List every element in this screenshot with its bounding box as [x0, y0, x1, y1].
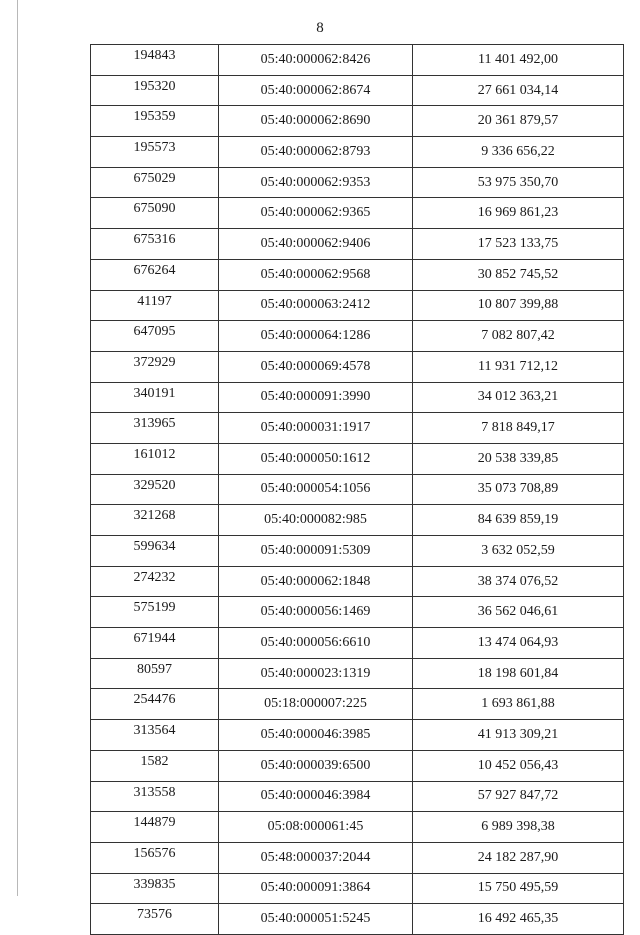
row-id-cell: 274232: [91, 566, 219, 597]
cadastral-number-cell: 05:40:000062:1848: [219, 566, 413, 597]
cadastral-number-cell: 05:40:000046:3985: [219, 720, 413, 751]
row-id-cell: 676264: [91, 259, 219, 290]
row-id-cell: 313564: [91, 720, 219, 751]
cadastral-value-cell: 27 661 034,14: [413, 75, 624, 106]
cadastral-number-cell: 05:18:000007:225: [219, 689, 413, 720]
cadastral-value-cell: 20 538 339,85: [413, 443, 624, 474]
cadastral-number-cell: 05:40:000091:3864: [219, 873, 413, 904]
page-number: 8: [316, 20, 324, 36]
cadastral-number-cell: 05:40:000082:985: [219, 505, 413, 536]
table-row: [91, 259, 624, 290]
table-row: [91, 290, 624, 321]
row-id-cell: 80597: [91, 658, 219, 689]
cadastral-value-cell: 7 818 849,17: [413, 413, 624, 444]
row-id-cell: 161012: [91, 443, 219, 474]
cadastral-number-cell: 05:08:000061:45: [219, 812, 413, 843]
cadastral-number-cell: 05:40:000050:1612: [219, 443, 413, 474]
table-row: [91, 45, 624, 76]
table-row: [91, 413, 624, 444]
row-id-cell: 195320: [91, 75, 219, 106]
cadastral-value-cell: 35 073 708,89: [413, 474, 624, 505]
cadastral-value-cell: 16 969 861,23: [413, 198, 624, 229]
row-id-cell: 313965: [91, 413, 219, 444]
cadastral-value-cell: 30 852 745,52: [413, 259, 624, 290]
cadastral-number-cell: 05:40:000062:8426: [219, 45, 413, 76]
cadastral-number-cell: 05:40:000031:1917: [219, 413, 413, 444]
table-row: [91, 628, 624, 659]
cadastral-value-cell: 10 807 399,88: [413, 290, 624, 321]
row-id-cell: 329520: [91, 474, 219, 505]
cadastral-value-cell: 15 750 495,59: [413, 873, 624, 904]
cadastral-value-cell: 7 082 807,42: [413, 321, 624, 352]
cadastral-value-cell: 24 182 287,90: [413, 842, 624, 873]
row-id-cell: 144879: [91, 812, 219, 843]
table-row: [91, 566, 624, 597]
row-id-cell: 675029: [91, 167, 219, 198]
cadastral-value-cell: 13 474 064,93: [413, 628, 624, 659]
cadastral-number-cell: 05:40:000056:1469: [219, 597, 413, 628]
table-row: [91, 842, 624, 873]
cadastral-number-cell: 05:40:000046:3984: [219, 781, 413, 812]
cadastral-number-cell: 05:40:000091:5309: [219, 536, 413, 567]
table-row: [91, 689, 624, 720]
row-id-cell: 340191: [91, 382, 219, 413]
cadastral-value-cell: 1 693 861,88: [413, 689, 624, 720]
table-row: [91, 781, 624, 812]
row-id-cell: 372929: [91, 351, 219, 382]
cadastral-number-cell: 05:48:000037:2044: [219, 842, 413, 873]
table-row: [91, 873, 624, 904]
cadastral-number-cell: 05:40:000064:1286: [219, 321, 413, 352]
table-row: [91, 321, 624, 352]
cadastral-number-cell: 05:40:000062:8690: [219, 106, 413, 137]
page-edge-rule: [17, 0, 18, 896]
table-row: [91, 536, 624, 567]
cadastral-number-cell: 05:40:000062:9406: [219, 229, 413, 260]
cadastral-number-cell: 05:40:000039:6500: [219, 750, 413, 781]
cadastral-value-cell: 11 401 492,00: [413, 45, 624, 76]
row-id-cell: 339835: [91, 873, 219, 904]
table-row: [91, 658, 624, 689]
table-row: [91, 229, 624, 260]
cadastral-value-cell: 9 336 656,22: [413, 137, 624, 168]
table-row: [91, 750, 624, 781]
row-id-cell: 195359: [91, 106, 219, 137]
cadastral-value-cell: 17 523 133,75: [413, 229, 624, 260]
table-row: [91, 198, 624, 229]
cadastral-number-cell: 05:40:000062:9568: [219, 259, 413, 290]
row-id-cell: 73576: [91, 904, 219, 935]
table-row: [91, 443, 624, 474]
cadastral-value-cell: 84 639 859,19: [413, 505, 624, 536]
row-id-cell: 313558: [91, 781, 219, 812]
cadastral-value-cell: 18 198 601,84: [413, 658, 624, 689]
cadastral-number-cell: 05:40:000023:1319: [219, 658, 413, 689]
table-row: [91, 904, 624, 935]
table-row: [91, 75, 624, 106]
table-row: [91, 351, 624, 382]
cadastral-value-table: [90, 44, 624, 935]
table-row: [91, 106, 624, 137]
cadastral-value-cell: 36 562 046,61: [413, 597, 624, 628]
table-row: [91, 137, 624, 168]
cadastral-number-cell: 05:40:000054:1056: [219, 474, 413, 505]
cadastral-value-cell: 38 374 076,52: [413, 566, 624, 597]
row-id-cell: 156576: [91, 842, 219, 873]
cadastral-number-cell: 05:40:000069:4578: [219, 351, 413, 382]
cadastral-number-cell: 05:40:000062:8674: [219, 75, 413, 106]
table-row: [91, 812, 624, 843]
row-id-cell: 647095: [91, 321, 219, 352]
cadastral-number-cell: 05:40:000062:9353: [219, 167, 413, 198]
cadastral-value-cell: 3 632 052,59: [413, 536, 624, 567]
table-row: [91, 505, 624, 536]
table-row: [91, 167, 624, 198]
table-body: [91, 45, 624, 935]
table-row: [91, 597, 624, 628]
cadastral-number-cell: 05:40:000056:6610: [219, 628, 413, 659]
cadastral-value-cell: 34 012 363,21: [413, 382, 624, 413]
cadastral-number-cell: 05:40:000062:9365: [219, 198, 413, 229]
table-row: [91, 720, 624, 751]
cadastral-number-cell: 05:40:000091:3990: [219, 382, 413, 413]
row-id-cell: 675090: [91, 198, 219, 229]
row-id-cell: 321268: [91, 505, 219, 536]
row-id-cell: 254476: [91, 689, 219, 720]
row-id-cell: 41197: [91, 290, 219, 321]
cadastral-number-cell: 05:40:000051:5245: [219, 904, 413, 935]
row-id-cell: 1582: [91, 750, 219, 781]
cadastral-number-cell: 05:40:000062:8793: [219, 137, 413, 168]
row-id-cell: 195573: [91, 137, 219, 168]
cadastral-number-cell: 05:40:000063:2412: [219, 290, 413, 321]
cadastral-value-cell: 10 452 056,43: [413, 750, 624, 781]
table-row: [91, 474, 624, 505]
cadastral-value-cell: 53 975 350,70: [413, 167, 624, 198]
table-row: [91, 382, 624, 413]
row-id-cell: 599634: [91, 536, 219, 567]
row-id-cell: 575199: [91, 597, 219, 628]
cadastral-value-cell: 11 931 712,12: [413, 351, 624, 382]
cadastral-value-cell: 20 361 879,57: [413, 106, 624, 137]
cadastral-value-cell: 16 492 465,35: [413, 904, 624, 935]
row-id-cell: 671944: [91, 628, 219, 659]
row-id-cell: 675316: [91, 229, 219, 260]
cadastral-value-cell: 6 989 398,38: [413, 812, 624, 843]
row-id-cell: 194843: [91, 45, 219, 76]
cadastral-value-cell: 41 913 309,21: [413, 720, 624, 751]
cadastral-value-cell: 57 927 847,72: [413, 781, 624, 812]
